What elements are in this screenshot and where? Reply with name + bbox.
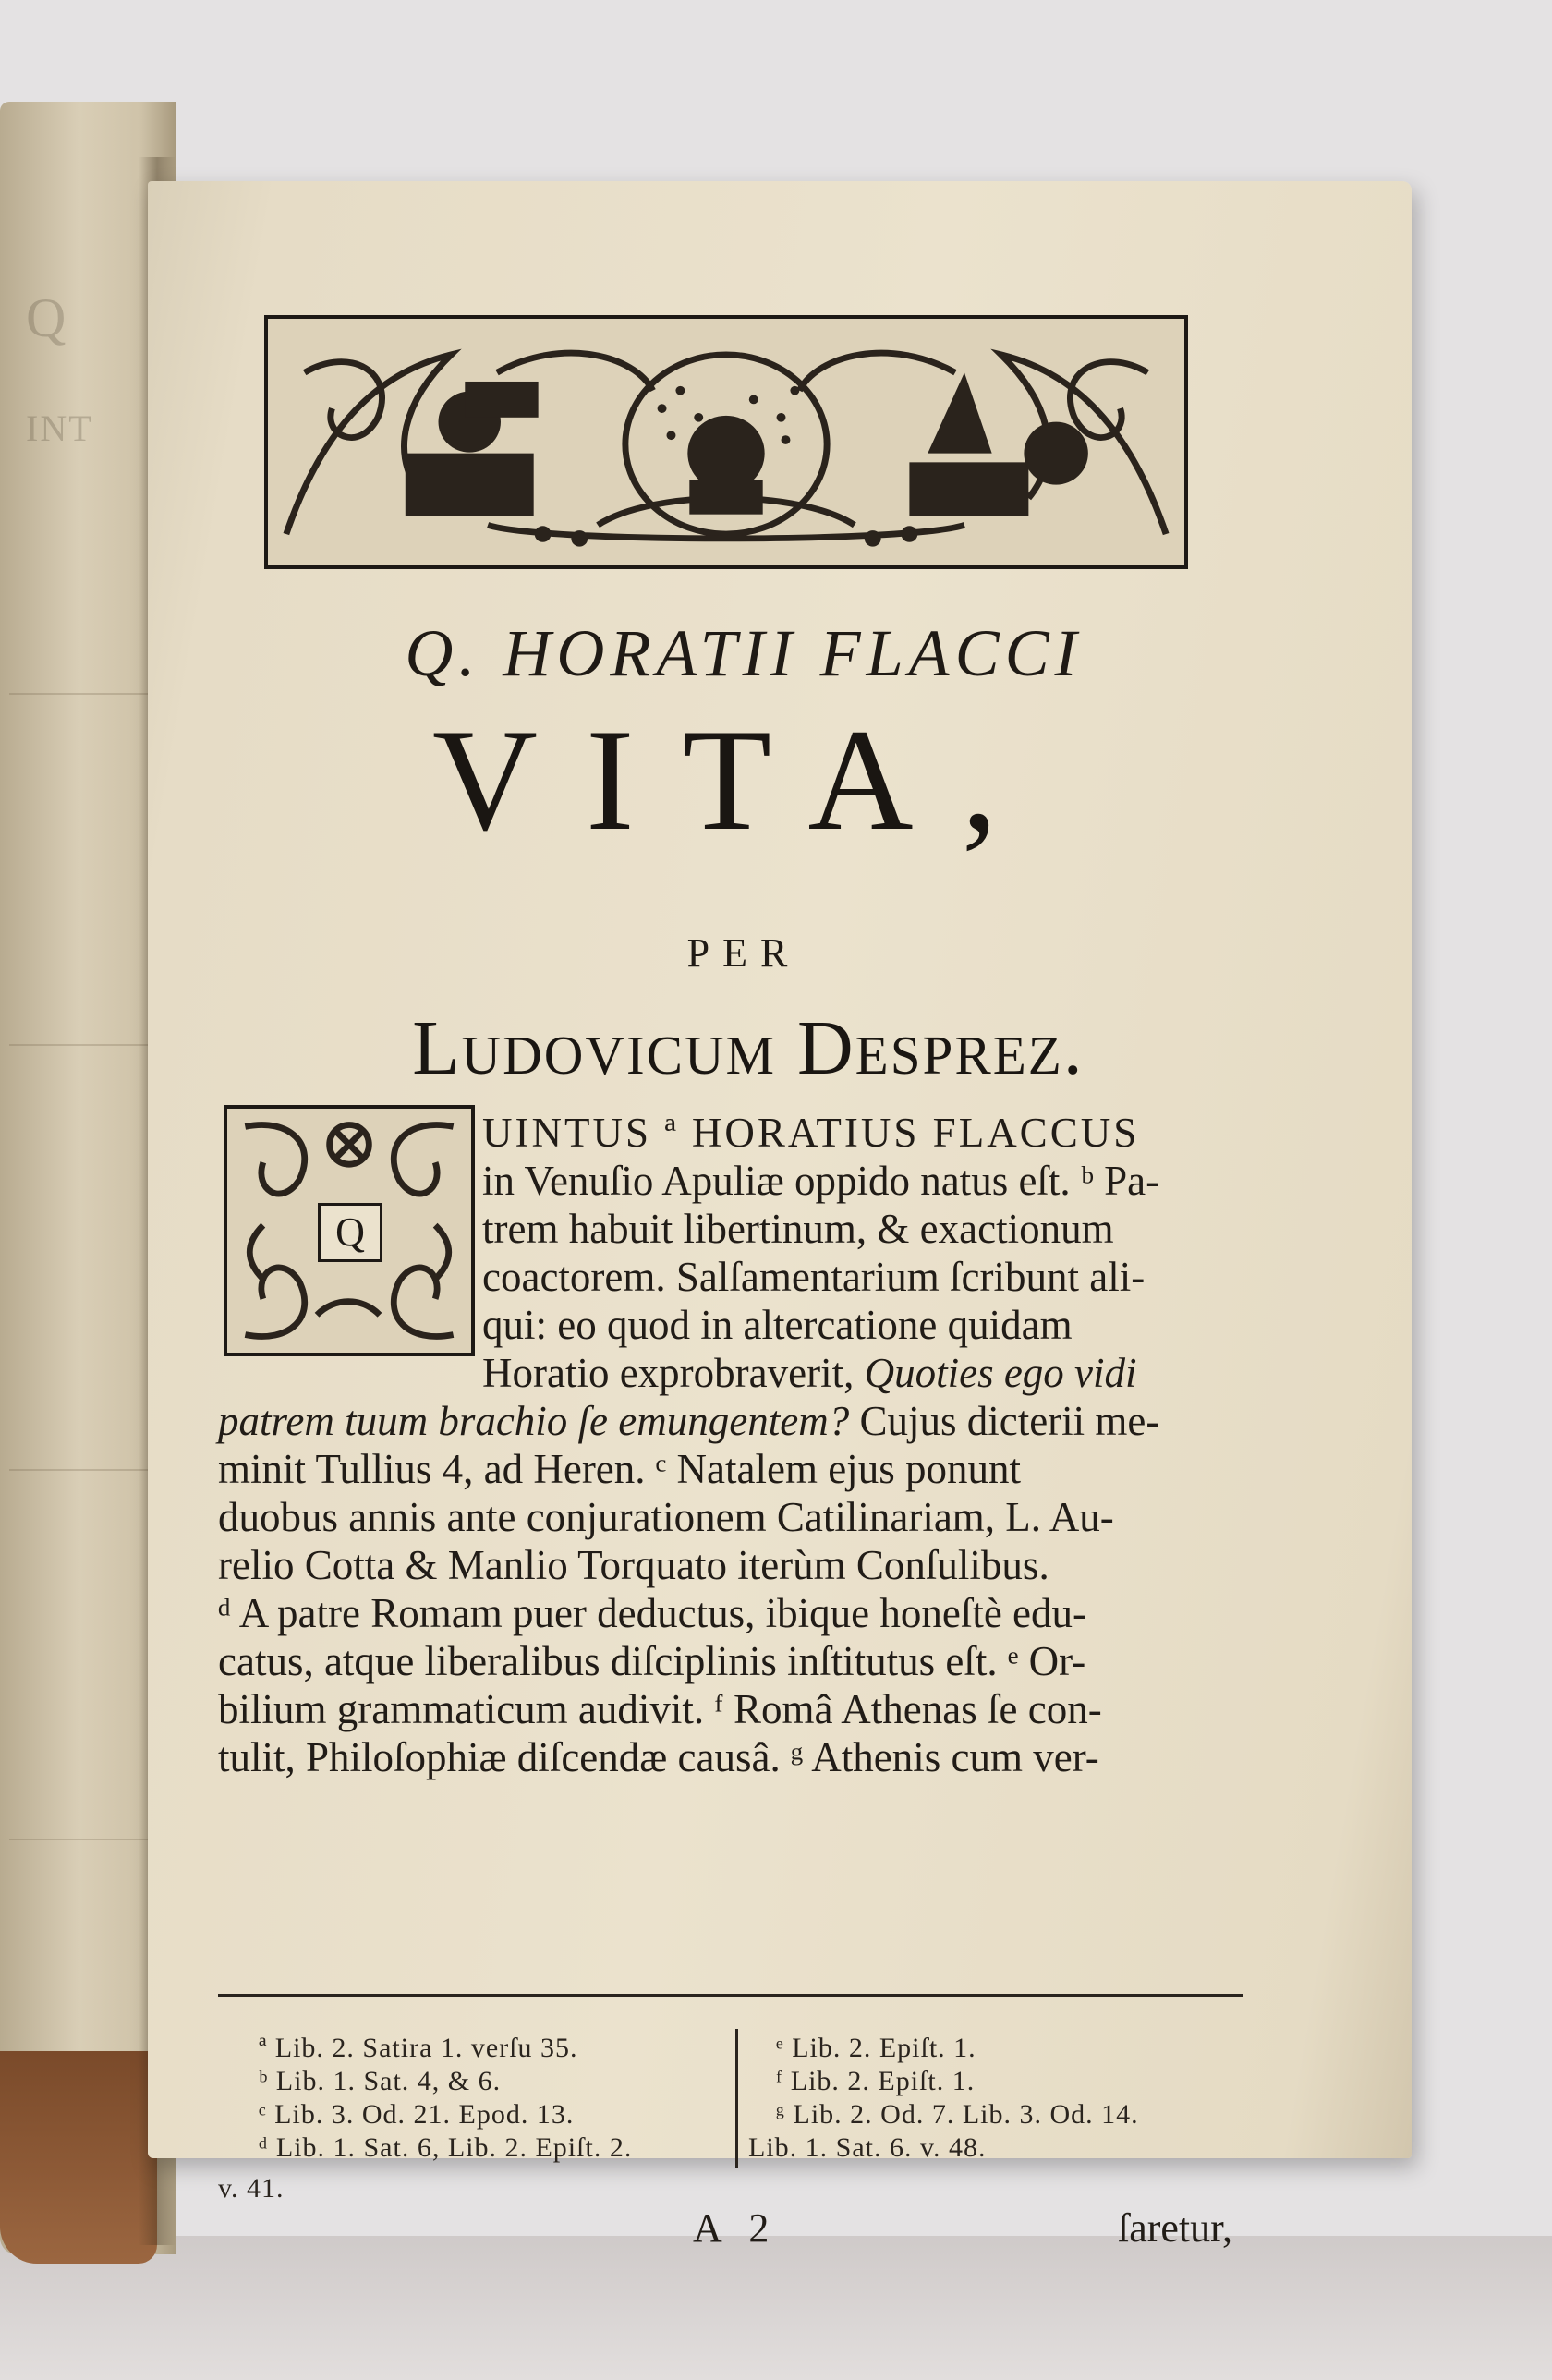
ghost-rule: [9, 1839, 148, 1840]
dropcap-letter: Q: [318, 1203, 382, 1262]
body-line: UINTUS ª HORATIUS FLACCUS: [482, 1110, 1140, 1156]
catchword: ſaretur,: [1118, 2205, 1233, 2251]
book-binding: [0, 2051, 157, 2264]
body-text: Horatio exprobraverit,: [482, 1350, 855, 1396]
body-line: bilium grammaticum audivit. ᶠ Româ Athenas ſe con-: [218, 1686, 1102, 1732]
ghost-rule: [9, 693, 148, 695]
footnote: ª Lib. 2. Satira 1. verſu 35.: [259, 2033, 578, 2063]
body-line: tulit, Philoſophiæ diſcendæ causâ. ᵍ Athenis cum ver-: [218, 1734, 1099, 1780]
body-line: ᵈ A patre Romam puer deductus, ibique honeſtè edu-: [218, 1590, 1087, 1636]
backdrop: [0, 2236, 1552, 2380]
body-line: relio Cotta & Manlio Torquato iterùm Conſulibus.: [218, 1542, 1049, 1588]
footnote: ᵉ Lib. 2. Epiſt. 1.: [776, 2033, 976, 2063]
footnote: ᶠ Lib. 2. Epiſt. 1.: [776, 2066, 976, 2096]
body-line: duobus annis ante conjurationem Catilinariam, L. Au-: [218, 1494, 1114, 1540]
ghost-rule: [9, 1469, 148, 1471]
body-line: [218, 1398, 1160, 1444]
footnote: ᶜ Lib. 3. Od. 21. Epod. 13.: [259, 2099, 575, 2130]
body-quote: Quoties ego vidi: [864, 1350, 1137, 1396]
footnote: v. 41.: [218, 2173, 285, 2204]
ghost-letter: INT: [26, 407, 93, 449]
footnote: ᵇ Lib. 1. Sat. 4, & 6.: [259, 2066, 502, 2096]
body-line: [482, 1350, 1137, 1396]
body-line: coactorem. Salſamentarium ſcribunt ali-: [482, 1254, 1146, 1300]
body-line: minit Tullius 4, ad Heren. ᶜ Natalem ejus ponunt: [218, 1446, 1021, 1492]
headpiece-ornament-icon: [268, 319, 1184, 565]
ghost-letter: Q: [26, 287, 68, 348]
ghost-rule: [9, 1044, 148, 1046]
footnote: ᵈ Lib. 1. Sat. 6, Lib. 2. Epiſt. 2.: [259, 2132, 633, 2163]
signature-mark: A 2: [693, 2205, 779, 2251]
dropcap-ornament: [224, 1105, 475, 1356]
body-line: in Venuſio Apuliæ oppido natus eſt. ᵇ Pa-: [482, 1158, 1160, 1204]
footnote-rule: [218, 1994, 1243, 1997]
title-author: Ludovicum Desprez.: [412, 1005, 1085, 1091]
footnote-column-divider: [735, 2029, 738, 2168]
title-vita: VITA,: [431, 699, 1047, 861]
ornamental-headpiece: [264, 315, 1188, 569]
body-quote: patrem tuum brachio ſe emungentem?: [218, 1398, 850, 1444]
title-line: Q. HORATII FLACCI: [405, 616, 1083, 690]
body-line: qui: eo quod in altercatione quidam: [482, 1302, 1073, 1348]
body-line: catus, atque liberalibus diſciplinis inſtitutus eſt. ᵉ Or-: [218, 1638, 1086, 1684]
body-text: Cujus dicterii me-: [859, 1398, 1160, 1444]
right-page: [148, 181, 1412, 2251]
body-line: trem habuit libertinum, & exactionum: [482, 1206, 1114, 1252]
footnote: ᵍ Lib. 2. Od. 7. Lib. 3. Od. 14.: [776, 2099, 1139, 2130]
footnote: Lib. 1. Sat. 6. v. 48.: [748, 2132, 987, 2163]
title-per: PER: [686, 930, 801, 976]
